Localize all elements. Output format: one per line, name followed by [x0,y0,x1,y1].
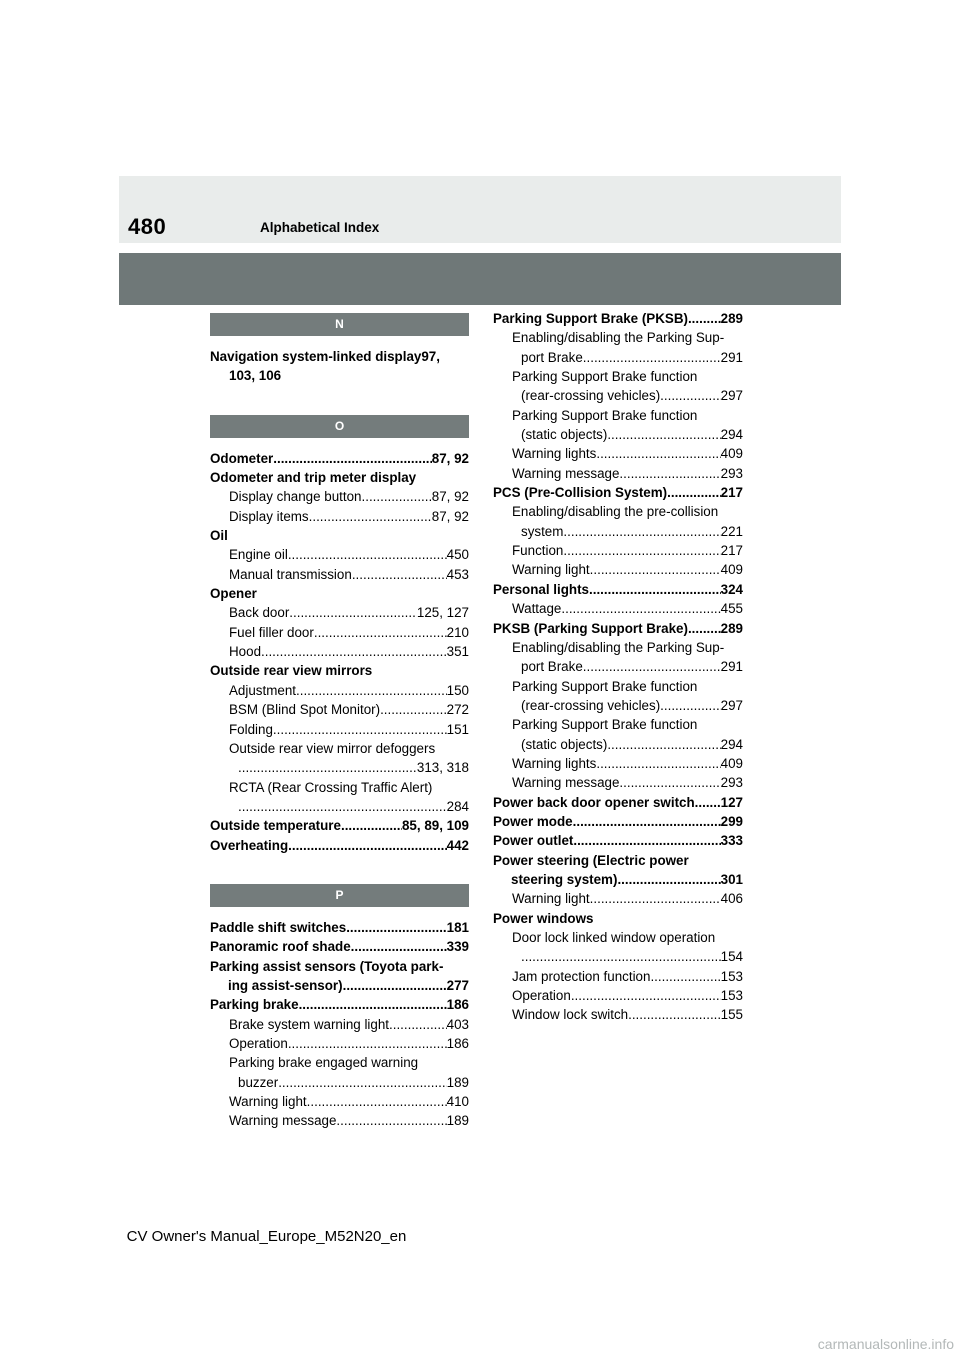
entry-page-ref: 299 [720,813,743,829]
index-sub-entry [493,986,743,1005]
entry-text: (static objects) [521,736,608,752]
index-sub-entry [493,754,743,773]
entry-text: Door lock linked window operation [512,930,716,945]
entry-text: BSM (Blind Spot Monitor) [229,702,381,718]
entry-text: Display change button [229,489,362,505]
index-sub-entry [493,1005,743,1024]
index-sub-entry [493,677,743,696]
dot-leader [688,309,721,328]
dot-leader [352,565,447,584]
dot-leader [619,464,720,483]
index-entries [493,309,743,1025]
dot-leader [288,545,447,564]
index-sub-entry [210,1073,469,1092]
index-entries [210,918,469,1131]
index-heading-entry [493,793,743,812]
dot-leader [571,986,721,1005]
index-heading-entry [493,870,743,889]
dot-leader [619,773,720,792]
entry-text: Outside temperature [210,818,341,834]
index-letter-bar: P [210,884,469,907]
index-heading-entry [210,584,469,603]
index-sub-entry [210,681,469,700]
entry-page-ref: 186 [446,997,469,1013]
index-sub-entry [493,715,743,734]
entry-text: Enabling/disabling the Parking Sup- [512,639,725,655]
index-sub-entry [210,700,469,719]
entry-page-ref: 277 [446,977,469,993]
entry-text: 103, 106 [229,368,282,384]
entry-text: Function [512,543,564,559]
index-sub-entry [210,545,469,564]
index-sub-entry [493,367,743,386]
entry-text: port Brake [521,659,583,675]
entry-text: Parking brake [210,997,299,1013]
dot-leader [238,797,447,816]
entry-text: Manual transmission [229,566,352,582]
index-sub-entry [493,735,743,754]
dot-leader [309,507,432,526]
dot-leader [278,1073,446,1092]
index-sub-entry [493,657,743,676]
entry-page-ref: 151 [446,721,469,737]
dot-leader [607,425,720,444]
section-title: Alphabetical Index [260,220,380,235]
index-heading-entry [210,995,469,1014]
dot-leader [617,870,720,889]
dot-leader [563,522,720,541]
index-sub-entry [210,778,469,797]
dot-leader [314,623,447,642]
watermark-text: carmanualsonline.info [817,1336,954,1352]
index-sub-entry [493,464,743,483]
index-sub-entry [493,425,743,444]
entry-page-ref: 155 [720,1007,743,1023]
index-sub-entry [210,507,469,526]
dot-leader [660,386,721,405]
entry-page-ref: 153 [720,988,743,1004]
dot-leader [596,754,720,773]
index-sub-entry [210,487,469,506]
index-heading-entry [493,909,743,928]
index-heading-entry [493,851,743,870]
index-heading-entry [493,831,743,850]
dot-leader [583,348,721,367]
entry-text: Overheating [210,837,289,853]
index-sub-entry [210,797,469,816]
index-sub-entry [493,386,743,405]
index-sub-entry [493,560,743,579]
index-sub-entry [210,1053,469,1072]
dot-leader [273,449,432,468]
entry-text: port Brake [521,349,583,365]
index-heading-entry [493,483,743,502]
index-sub-entry [210,758,469,777]
entry-text: Brake system warning light [229,1016,390,1032]
entry-page-ref: 221 [720,523,743,539]
entry-text: steering system) [511,871,618,887]
entry-text: Power mode [493,813,573,829]
entry-page-ref: 455 [720,601,743,617]
entry-page-ref: 293 [720,775,743,791]
index-heading-entry [210,918,469,937]
entry-text: Wattage [512,601,562,617]
entry-text: Power back door opener switch [493,794,695,810]
entry-page-ref: 87, 92 [431,450,469,466]
entry-text: PKSB (Parking Support Brake) [493,620,688,636]
entry-page-ref: 189 [446,1113,469,1129]
entry-text: Back door [229,605,290,621]
entry-text: Enabling/disabling the pre-collision [512,504,719,520]
entry-text: Opener [210,586,257,602]
entry-text: Warning lights [512,755,597,771]
dot-leader [362,487,432,506]
index-right-column [493,309,743,1025]
dot-leader [628,1005,721,1024]
entry-page-ref: 450 [446,547,469,563]
entry-page-ref: 291 [720,349,743,365]
entry-page-ref: 293 [720,465,743,481]
dot-leader [273,720,447,739]
dot-leader [650,967,720,986]
dot-leader [288,1034,447,1053]
entry-page-ref: 150 [446,682,469,698]
index-sub-entry [493,889,743,908]
index-sub-entry [210,623,469,642]
index-sub-entry [493,773,743,792]
entry-page-ref: 127 [720,794,743,810]
dot-leader [307,1092,447,1111]
index-sub-entry [493,947,743,966]
dot-leader [583,657,721,676]
entry-text: RCTA (Rear Crossing Traffic Alert) [229,779,433,795]
entry-text: Warning light [229,1094,307,1109]
dot-leader [688,619,721,638]
entry-page-ref: 186 [446,1035,469,1051]
entry-page-ref: 409 [720,755,743,771]
entry-page-ref: 289 [720,620,743,636]
entry-text: Adjustment [229,682,296,698]
index-heading-entry [493,619,743,638]
entry-text: Warning light [512,562,590,578]
index-heading-entry [210,661,469,680]
entry-page-ref: 294 [720,736,743,752]
index-sub-entry [493,444,743,463]
entry-page-ref: 85, 89, 109 [401,818,469,834]
entry-text: (rear-crossing vehicles) [521,697,661,713]
index-heading-entry [210,937,469,956]
entry-text: Window lock switch [512,1007,629,1023]
entry-text: system [521,523,564,539]
entry-text: Parking Support Brake function [512,717,698,733]
index-heading-entry [210,468,469,487]
entry-text: Parking assist sensors (Toyota park- [210,958,444,974]
entry-page-ref: 210 [446,624,469,640]
entry-text: Odometer [210,450,274,466]
entry-page-ref: 153 [720,968,743,984]
entry-page-ref: 284 [446,798,469,814]
entry-page-ref: 313, 318 [416,760,469,776]
entry-text: Outside rear view mirrors [210,663,373,679]
index-sub-entry [493,522,743,541]
entry-text: Power windows [493,910,594,926]
entry-text: Warning light [512,891,590,907]
entry-page-ref: 406 [720,891,743,907]
entry-text: Display items [229,508,309,524]
footer-manual-id: CV Owner's Manual_Europe_M52N20_en [126,1228,407,1245]
index-sub-entry [210,642,469,661]
index-heading-entry [493,812,743,831]
watermark [748,1330,960,1358]
index-sub-entry [493,541,743,560]
index-entries [210,347,469,386]
entry-text: Warning message [512,465,620,481]
entry-page-ref: 87, 92 [431,489,469,505]
entry-text: buzzer [238,1074,279,1090]
entry-page-ref: 409 [720,446,743,462]
dot-leader [596,444,720,463]
entry-page-ref: 442 [446,837,469,853]
index-heading-entry [210,449,469,468]
entry-page-ref: 125, 127 [416,605,469,621]
index-heading-entry [210,836,469,855]
dot-leader [561,599,720,618]
index-left-column [210,313,469,1131]
entry-text: Parking brake engaged warning [229,1055,419,1071]
entry-text: (rear-crossing vehicles) [521,388,661,404]
entry-text: Folding [229,721,273,737]
dot-leader [336,1111,446,1130]
entry-text: PCS (Pre-Collision System) [493,485,668,501]
dot-leader [660,696,721,715]
entry-page-ref: 351 [446,644,469,660]
entry-page-ref: 291 [720,659,743,675]
entry-page-ref: 217 [720,485,743,501]
entry-text: Hood [229,644,262,660]
entry-text: Parking Support Brake (PKSB) [493,311,688,326]
index-sub-entry [493,328,743,347]
entry-text: Enabling/disabling the Parking Sup- [512,330,725,346]
dot-leader [573,831,720,850]
dot-leader [563,541,720,560]
dot-leader [289,603,417,622]
entry-page-ref: 409 [720,562,743,578]
entry-text: Power outlet [493,833,574,849]
entry-page-ref: 410 [446,1094,469,1109]
dot-leader [607,735,720,754]
entry-text: Parking Support Brake function [512,678,698,694]
dot-leader [521,947,721,966]
entry-text: Personal lights [493,581,589,597]
dot-leader [341,816,402,835]
dot-leader [380,700,447,719]
index-sub-entry [493,967,743,986]
index-sub-entry [210,739,469,758]
entry-text: Engine oil [229,547,288,563]
dot-leader [261,642,447,661]
index-letter-bar: O [210,415,469,438]
index-heading-entry [493,580,743,599]
entry-page-ref: 181 [446,919,469,935]
index-heading-entry [210,366,469,385]
index-sub-entry [210,1111,469,1130]
entry-text: Jam protection function [512,968,651,984]
entry-page-ref: 154 [720,949,743,965]
entry-page-ref: 339 [446,939,469,955]
entry-page-ref: 297 [720,388,743,404]
entry-page-ref: 294 [720,427,743,443]
index-heading-entry [210,957,469,976]
index-sub-entry [493,928,743,947]
entry-text: Warning lights [512,446,597,462]
index-sub-entry [493,502,743,521]
index-sub-entry [210,1034,469,1053]
dot-leader [288,836,447,855]
entry-text: (static objects) [521,427,608,443]
dot-leader [351,937,447,956]
entry-text: ing assist-sensor) [228,977,343,993]
dot-leader [695,793,721,812]
index-sub-entry [210,1015,469,1034]
index-heading-entry [210,347,469,366]
entry-page-ref: 301 [720,871,743,887]
entry-text: Paddle shift switches [210,919,347,935]
dot-leader [296,681,447,700]
index-heading-entry [210,816,469,835]
entry-text: Parking Support Brake function [512,369,698,385]
dot-leader [343,976,447,995]
index-sub-entry [493,638,743,657]
entry-page-ref: 217 [720,543,743,559]
dot-leader [590,889,721,908]
dot-leader [590,560,721,579]
entry-text: Oil [210,528,228,544]
entry-text: Odometer and trip meter display [210,470,417,486]
index-sub-entry [210,1092,469,1111]
entry-text: Fuel filler door [229,624,314,640]
index-sub-entry [493,348,743,367]
entry-text: Outside rear view mirror defoggers [229,740,436,756]
index-sub-entry [493,599,743,618]
entry-text: Operation [229,1035,288,1051]
entry-page-ref: 333 [720,833,743,849]
entry-page-ref: 272 [446,702,469,718]
dot-leader [573,812,721,831]
entry-page-ref: 189 [446,1074,469,1090]
index-sub-entry [210,565,469,584]
entry-text: Power steering (Electric power [493,852,689,868]
header-dark-band [119,253,841,305]
entry-text: Operation [512,988,571,1004]
header-band [119,176,841,243]
index-entries [210,449,469,855]
dot-leader [389,1015,447,1034]
entry-page-ref: 289 [720,311,743,326]
dot-leader [667,483,721,502]
dot-leader [346,918,446,937]
index-sub-entry [493,406,743,425]
index-heading-entry [493,309,743,328]
index-heading-entry [210,976,469,995]
index-sub-entry [210,603,469,622]
entry-text: Warning message [229,1113,337,1129]
entry-text: Parking Support Brake function [512,407,698,423]
entry-page-ref: 87, 92 [431,508,469,524]
index-letter-bar: N [210,313,469,336]
index-sub-entry [493,696,743,715]
index-heading-entry [210,526,469,545]
entry-text: Navigation system-linked display97, [210,349,440,364]
dot-leader [238,758,417,777]
dot-leader [299,995,447,1014]
entry-text: Warning message [512,775,620,791]
entry-page-ref: 403 [446,1016,469,1032]
entry-page-ref: 453 [446,566,469,582]
index-sub-entry [210,720,469,739]
entry-page-ref: 324 [720,581,743,597]
page-number: 480 [128,214,167,239]
entry-text: Panoramic roof shade [210,939,351,955]
dot-leader [589,580,721,599]
entry-page-ref: 297 [720,697,743,713]
